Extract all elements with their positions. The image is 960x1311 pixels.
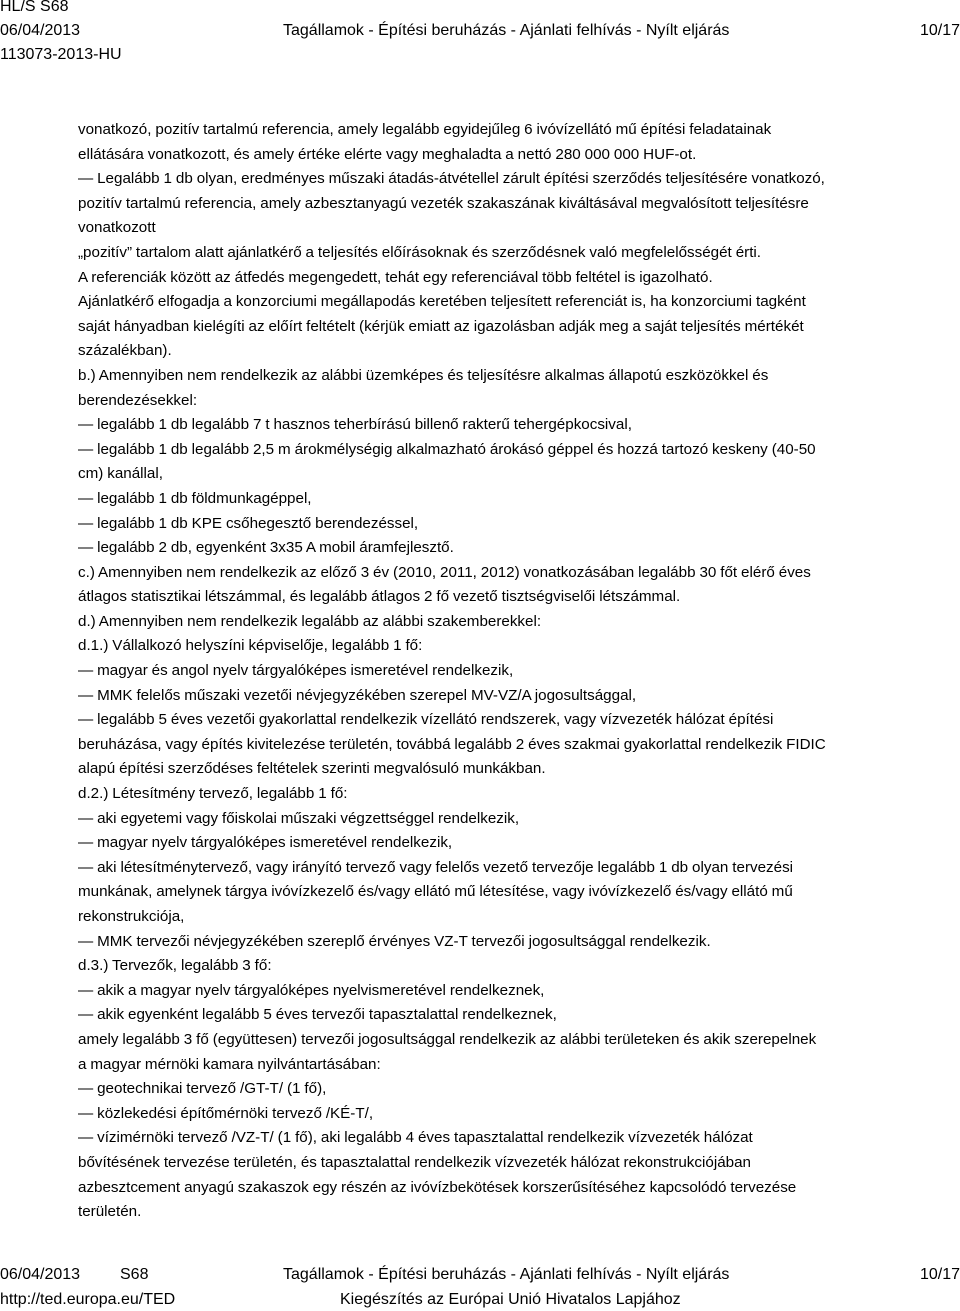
body-line: munkának, amelynek tárgya ivóvízkezelő és/vagy ellátó mű létesítése, vagy ivóvízkezelő és/vagy ellátó mű bbox=[78, 883, 793, 901]
body-line: alapú építési szerződéses feltételek szerinti megvalósuló munkákban. bbox=[78, 760, 546, 778]
body-line: — MMK felelős műszaki vezetői névjegyzékében szerepel MV-VZ/A jogosultsággal, bbox=[78, 686, 637, 704]
footer-title: Tagállamok - Építési beruházás - Ajánlati felhívás - Nyílt eljárás bbox=[283, 1266, 730, 1283]
header-date: 06/04/2013 bbox=[0, 22, 81, 39]
body-line: — akik a magyar nyelv tárgyalóképes nyelvismeretével rendelkeznek, bbox=[78, 981, 545, 999]
body-line: százalékban). bbox=[78, 342, 172, 360]
header-document-id: 113073-2013-HU bbox=[0, 46, 122, 63]
body-line: — Legalább 1 db olyan, eredményes műszaki átadás-átvétellel zárult építési szerződés teljesítésére vonatkozó, bbox=[78, 170, 825, 188]
body-line: — közlekedési építőmérnöki tervező /KÉ-T/, bbox=[78, 1104, 374, 1122]
body-line: — legalább 1 db földmunkagéppel, bbox=[78, 489, 312, 507]
header-page-number: 10/17 bbox=[919, 22, 960, 39]
footer-section: S68 bbox=[120, 1266, 149, 1283]
body-line: d.) Amennyiben nem rendelkezik legalább az alábbi szakemberekkel: bbox=[78, 612, 542, 630]
footer-url[interactable]: http://ted.europa.eu/TED bbox=[0, 1291, 176, 1308]
body-line: — vízimérnöki tervező /VZ-T/ (1 fő), aki legalább 4 éves tapasztalattal rendelkezik vízvezeték hálózat bbox=[78, 1129, 753, 1147]
body-line: berendezésekkel: bbox=[78, 391, 198, 409]
body-line: d.2.) Létesítmény tervező, legalább 1 fő: bbox=[78, 785, 348, 803]
body-line: — akik egyenként legalább 5 éves tervezői tapasztalattal rendelkeznek, bbox=[78, 1006, 557, 1024]
body-line: — magyar és angol nyelv tárgyalóképes ismeretével rendelkezik, bbox=[78, 662, 514, 680]
body-line: — legalább 1 db legalább 7 t hasznos teherbírású billenő rakterű tehergépkocsival, bbox=[78, 416, 632, 434]
body-line: azbesztcement anyagú szakaszok egy részén az ivóvízbekötések korszerűsítéséhez kapcsolódó tervezése bbox=[78, 1178, 797, 1196]
body-line: — magyar nyelv tárgyalóképes ismeretével rendelkezik, bbox=[78, 834, 453, 852]
body-line: c.) Amennyiben nem rendelkezik az előző 3 év (2010, 2011, 2012) vonatkozásában legalább 30 főt elérő éves bbox=[78, 563, 811, 581]
body-line: — legalább 1 db KPE csőhegesztő berendezéssel, bbox=[78, 514, 419, 532]
footer-page-number: 10/17 bbox=[919, 1266, 960, 1283]
body-line: ellátására vonatkozott, és amely értéke elérte vagy meghaladta a nettó 280 000 000 HUF-ot. bbox=[78, 145, 697, 163]
body-line: rekonstrukciója, bbox=[78, 908, 185, 925]
body-line: b.) Amennyiben nem rendelkezik az alábbi üzemképes és teljesítésre alkalmas állapotú eszközökkel és bbox=[78, 366, 769, 384]
body-line: vonatkozott bbox=[78, 219, 156, 237]
body-line: — MMK tervezői névjegyzékében szereplő érvényes VZ-T tervezői jogosultsággal rendelkezik. bbox=[78, 932, 711, 950]
body-line: d.1.) Vállalkozó helyszíni képviselője, legalább 1 fő: bbox=[78, 637, 423, 655]
body-line: A referenciák között az átfedés megengedett, tehát egy referenciával több feltétel is igazolható. bbox=[78, 268, 713, 286]
body-line: bővítésének tervezése területén, és tapasztalattal rendelkezik vízvezeték hálózat rekonstrukciójában bbox=[78, 1153, 751, 1171]
body-line: cm) kanállal, bbox=[78, 465, 163, 483]
body-line: átlagos statisztikai létszámmal, és legalább átlagos 2 fő vezető tisztségviselői létszámmal. bbox=[78, 588, 681, 606]
header-title: Tagállamok - Építési beruházás - Ajánlati felhívás - Nyílt eljárás bbox=[283, 22, 730, 39]
body-line: — legalább 2 db, egyenként 3x35 A mobil áramfejlesztő. bbox=[78, 539, 454, 557]
header-org-code: HL/S S68 bbox=[0, 0, 69, 15]
body-line: — legalább 1 db legalább 2,5 m árokmélységig alkalmazható árokásó géppel és hozzá tartozó keskeny (40-50 bbox=[78, 440, 816, 458]
body-line: Ajánlatkérő elfogadja a konzorciumi megállapodás keretében teljesített referenciát is, ha konzorciumi tagként bbox=[78, 293, 806, 311]
body-line: beruházása, vagy építés kivitelezése területén, továbbá legalább 2 éves szakmai gyakorlattal rendelkezik FIDIC bbox=[78, 735, 826, 753]
body-line: — geotechnikai tervező /GT-T/ (1 fő), bbox=[78, 1080, 327, 1098]
body-line: saját hányadban kielégíti az előírt feltételt (kérjük emiatt az igazolásban adják meg a saját teljesítés mértékét bbox=[78, 317, 804, 335]
body-line: — aki létesítménytervező, vagy irányító tervező vagy felelős vezető tervezője legalább 1 db olyan tervezési bbox=[78, 858, 794, 876]
body-line: „pozitív” tartalom alatt ajánlatkérő a teljesítés előírásoknak és szerződésnek való megfelelősségét érti. bbox=[78, 243, 762, 261]
body-line: amely legalább 3 fő (együttesen) tervezői jogosultsággal rendelkezik az alábbi területeken és akik szerepelnek bbox=[78, 1030, 817, 1048]
document-body bbox=[78, 118, 960, 1225]
footer-journal-name: Kiegészítés az Európai Unió Hivatalos Lapjához bbox=[340, 1291, 681, 1308]
footer-date: 06/04/2013 bbox=[0, 1266, 81, 1283]
body-line: pozitív tartalmú referencia, amely azbesztanyagú vezeték szakaszának kiváltásával megvalósított teljesítésre bbox=[78, 194, 809, 212]
body-line: — legalább 5 éves vezetői gyakorlattal rendelkezik vízellátó rendszerek, vagy vízvezeték hálózat építési bbox=[78, 711, 774, 729]
body-line: vonatkozó, pozitív tartalmú referencia, amely legalább egyidejűleg 6 ivóvízellátó mű építési feladatainak bbox=[78, 121, 772, 138]
body-line: — aki egyetemi vagy főiskolai műszaki végzettséggel rendelkezik, bbox=[78, 809, 520, 827]
body-line: d.3.) Tervezők, legalább 3 fő: bbox=[78, 957, 272, 975]
body-line: a magyar mérnöki kamara nyilvántartásában: bbox=[78, 1055, 381, 1073]
body-line: területén. bbox=[78, 1203, 142, 1221]
